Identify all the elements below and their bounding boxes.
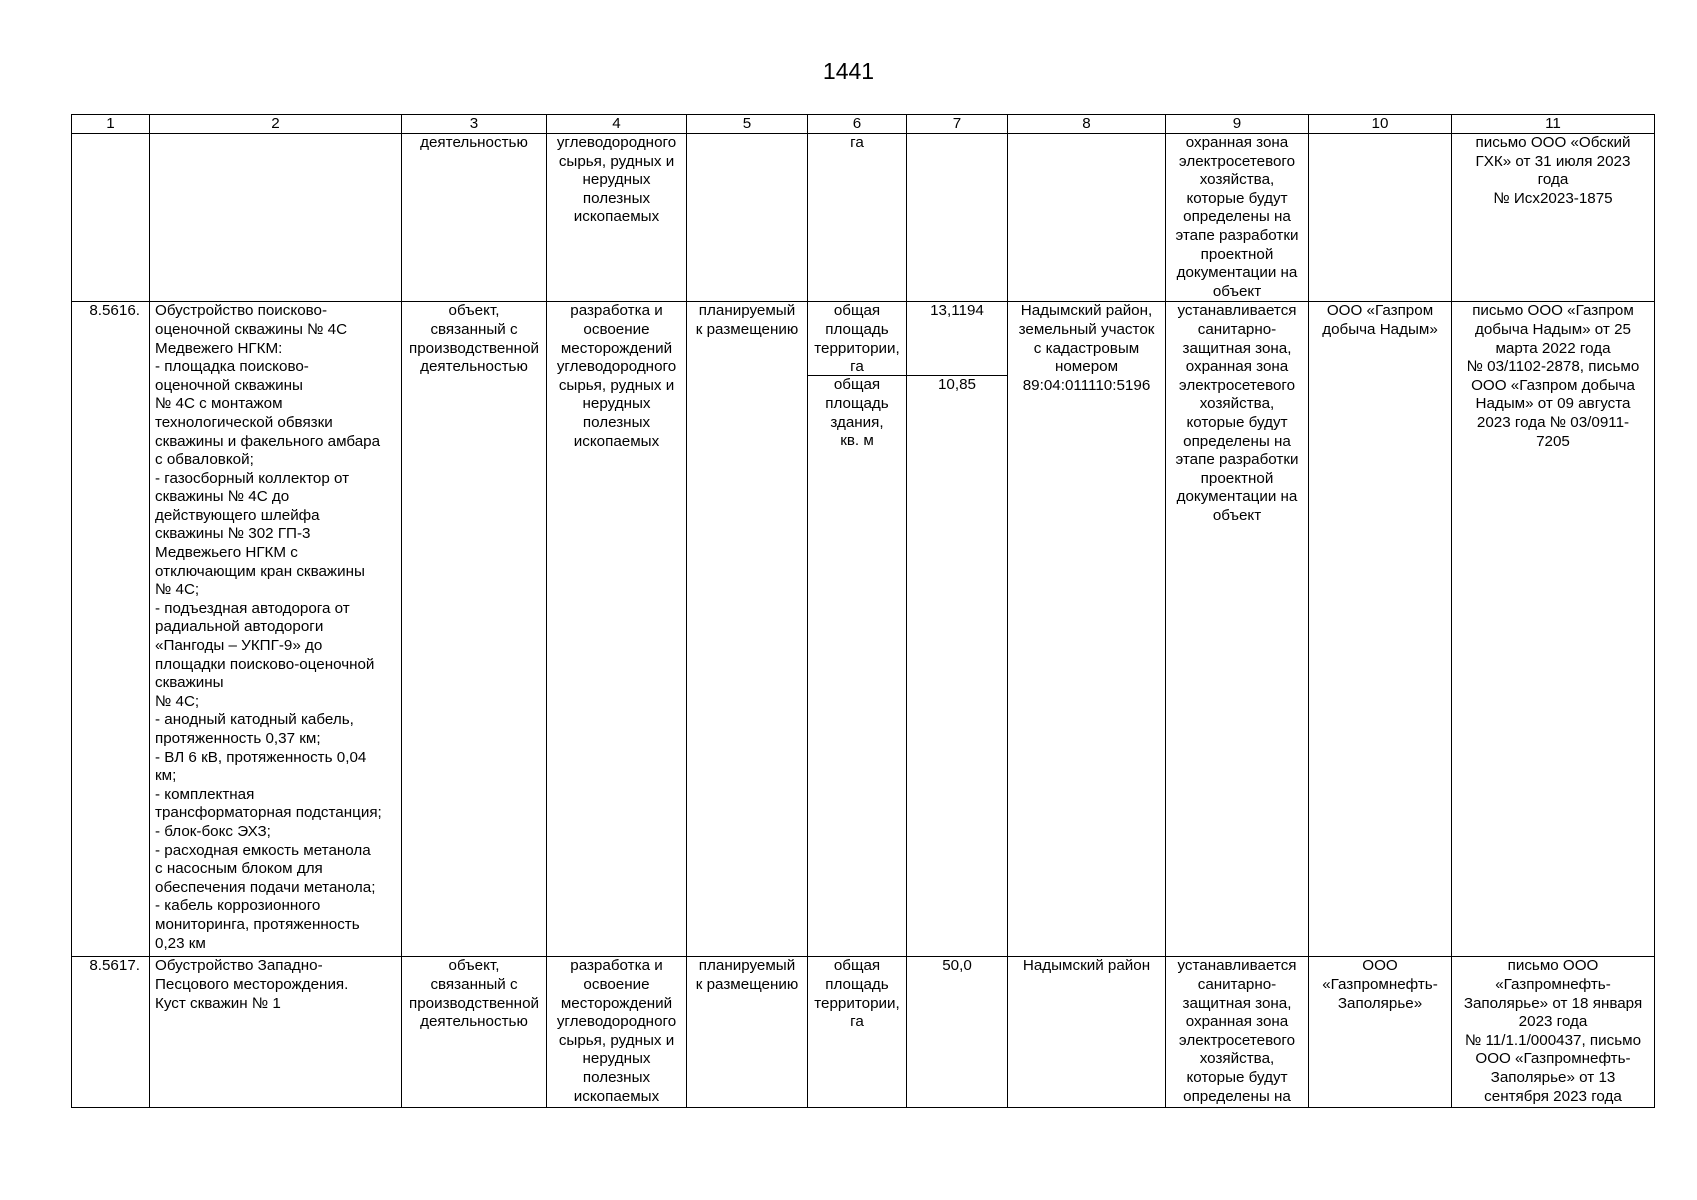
- header-cell: 2: [150, 115, 402, 134]
- cell-organization: ООО «Газпромнефть- Заполярье»: [1309, 957, 1452, 1108]
- cell-location: Надымский район: [1008, 957, 1166, 1108]
- cell-number: 8.5616.: [72, 302, 150, 957]
- header-cell: 5: [687, 115, 808, 134]
- table-row-8-5617: [72, 957, 1655, 1108]
- cell-object-type: объект, связанный с производственной деятельностью: [402, 302, 547, 957]
- table-row-8-5616: [72, 302, 1655, 957]
- table-row-continuation: [72, 134, 1655, 302]
- parameter-territory-area: общая площадь территории, га: [808, 302, 906, 376]
- cell-status: планируемый к размещению: [687, 957, 808, 1108]
- cell-parameter: [808, 302, 907, 957]
- header-cell: 10: [1309, 115, 1452, 134]
- cell-purpose: углеводородного сырья, рудных и нерудных полезных ископаемых: [547, 134, 687, 302]
- register-table: [71, 114, 1655, 1108]
- value-building-area: 10,85: [937, 376, 976, 394]
- cell-parameter: га: [808, 134, 907, 302]
- cell-value: [907, 134, 1008, 302]
- header-cell: 4: [547, 115, 687, 134]
- cell-parameter: общая площадь территории, га: [808, 957, 907, 1108]
- cell-object-name: Обустройство поисково- оценочной скважины № 4С Медвежего НГКМ: - площадка поисково- оценочной скважины № 4С с монтажом технологической обвязки скважины и факельного амбара с обваловкой; - газосборный коллектор от скважины № 4С до действующего шлейфа скважины № 302 ГП-3 Медвежьего НГКМ с отключающим кран скважины № 4С; - подъездная автодорога от радиальной автодороги «Пангоды – УКПГ-9» до площадки поисково-оценочной скважины № 4С; - анодный катодный кабель, протяженность 0,37 км; - ВЛ 6 кВ, протяженность 0,04 км; - комплектная трансформаторная подстанция; - блок-бокс ЭХЗ; - расходная емкость метанола с насосным блоком для обеспечения подачи метанола; - кабель коррозионного мониторинга, протяженность 0,23 км: [150, 302, 402, 957]
- cell-source: письмо ООО «Газпромнефть- Заполярье» от 18 января 2023 года № 11/1.1/000437, письмо ООО «Газпромнефть- Заполярье» от 13 сентября 2023 года: [1452, 957, 1655, 1108]
- cell-number: [72, 134, 150, 302]
- cell-value: [907, 302, 1008, 957]
- header-cell: 1: [72, 115, 150, 134]
- cell-organization: ООО «Газпром добыча Надым»: [1309, 302, 1452, 957]
- value-territory-area: 13,1194: [907, 302, 1007, 376]
- cell-source: письмо ООО «Обский ГХК» от 31 июля 2023 года № Исх2023-1875: [1452, 134, 1655, 302]
- cell-zones: устанавливается санитарно- защитная зона, охранная зона электросетевого хозяйства, которые будут определены на: [1166, 957, 1309, 1108]
- cell-object-name: Обустройство Западно- Песцового месторождения. Куст скважин № 1: [150, 957, 402, 1108]
- cell-zones: охранная зона электросетевого хозяйства, которые будут определены на этапе разработки проектной документации на объект: [1166, 134, 1309, 302]
- cell-status: планируемый к размещению: [687, 302, 808, 957]
- cell-object-name: [150, 134, 402, 302]
- header-cell: 6: [808, 115, 907, 134]
- cell-object-type: деятельностью: [402, 134, 547, 302]
- header-cell: 8: [1008, 115, 1166, 134]
- cell-organization: [1309, 134, 1452, 302]
- header-cell: 9: [1166, 115, 1309, 134]
- cell-source: письмо ООО «Газпром добыча Надым» от 25 марта 2022 года № 03/1102-2878, письмо ООО «Газпром добыча Надым» от 09 августа 2023 года № 03/0911- 7205: [1452, 302, 1655, 957]
- header-cell: 3: [402, 115, 547, 134]
- header-row: [72, 115, 1655, 134]
- header-cell: 11: [1452, 115, 1655, 134]
- cell-status: [687, 134, 808, 302]
- cell-purpose: разработка и освоение месторождений углеводородного сырья, рудных и нерудных полезных ископаемых: [547, 957, 687, 1108]
- cell-object-type: объект, связанный с производственной деятельностью: [402, 957, 547, 1108]
- cell-number: 8.5617.: [72, 957, 150, 1108]
- header-cell: 7: [907, 115, 1008, 134]
- cell-location: Надымский район, земельный участок с кадастровым номером 89:04:011110:5196: [1008, 302, 1166, 957]
- page-number: 1441: [822, 58, 875, 84]
- cell-zones: устанавливается санитарно- защитная зона, охранная зона электросетевого хозяйства, которые будут определены на этапе разработки проектной документации на объект: [1166, 302, 1309, 957]
- cell-value: 50,0: [907, 957, 1008, 1108]
- parameter-building-area: общая площадь здания, кв. м: [825, 376, 889, 450]
- cell-purpose: разработка и освоение месторождений углеводородного сырья, рудных и нерудных полезных ископаемых: [547, 302, 687, 957]
- cell-location: [1008, 134, 1166, 302]
